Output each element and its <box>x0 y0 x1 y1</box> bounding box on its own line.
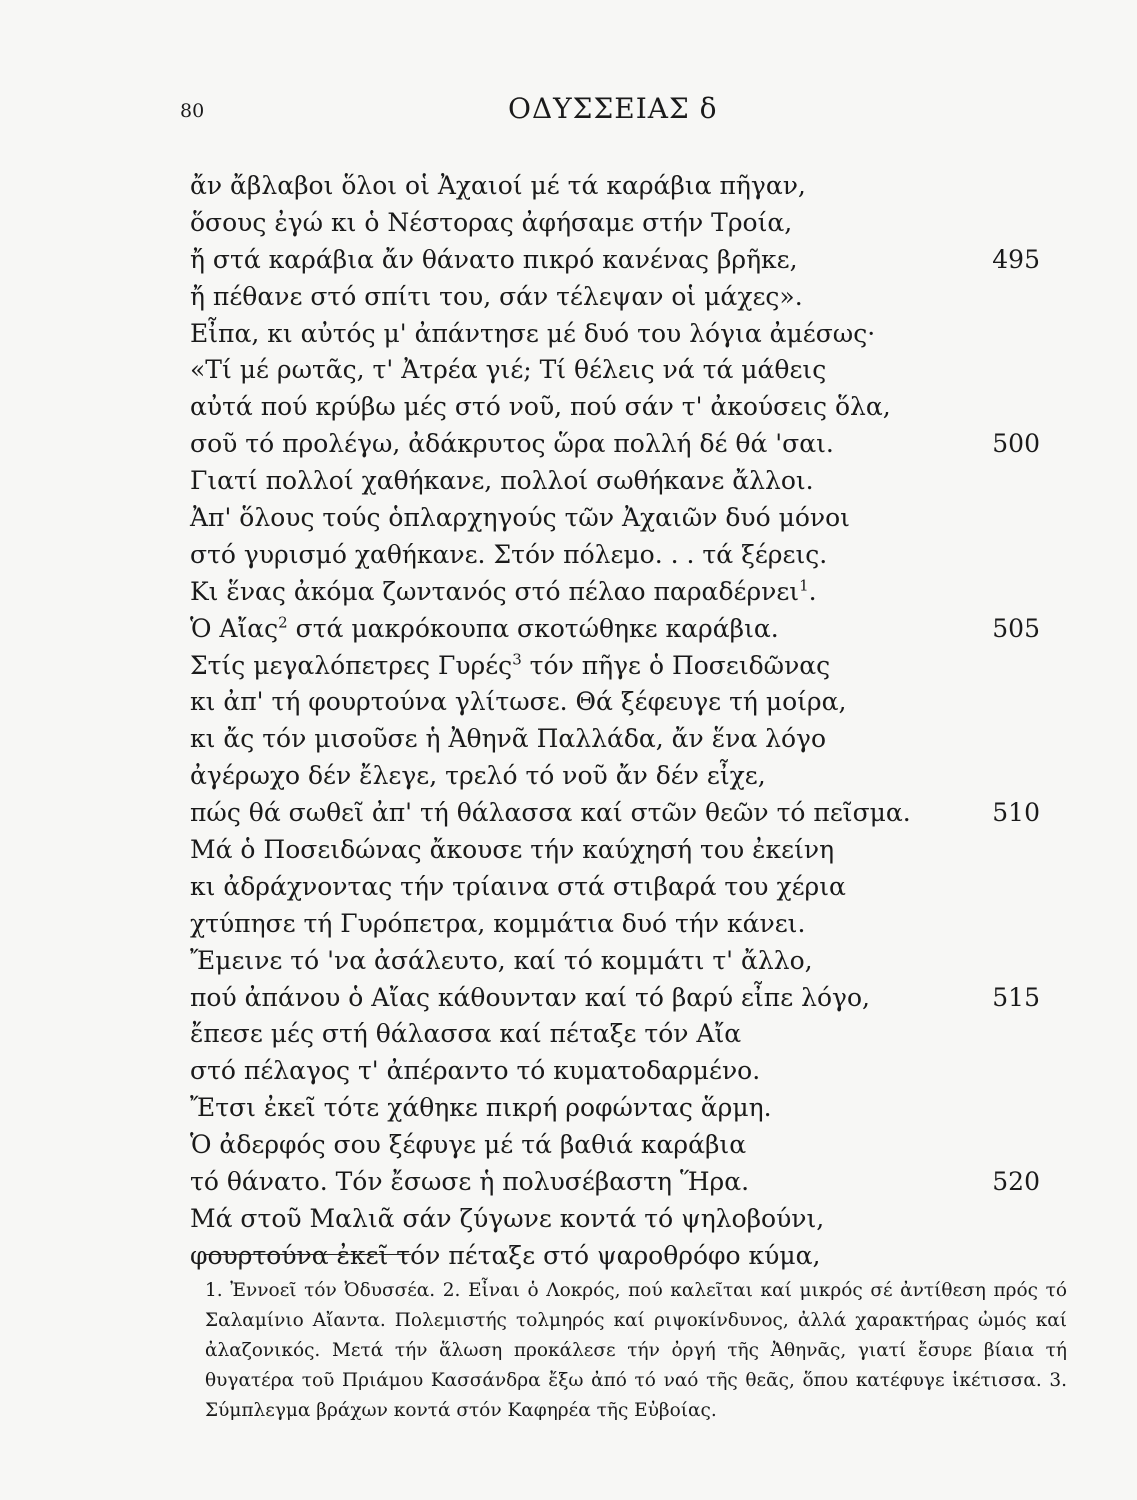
verse-text: ἤ πέθανε στό σπίτι του, σάν τέλεψαν οἱ μάχες». <box>190 281 803 311</box>
verse-line <box>190 758 1050 795</box>
verse-text: κι ἀδράχνοντας τήν τρίαινα στά στιβαρά του χέρια <box>190 871 846 901</box>
verse-text: τό θάνατο. Τόν ἔσωσε ἡ πολυσέβαστη Ἥρα. <box>190 1167 750 1197</box>
verse-line <box>190 869 1050 906</box>
verse-line <box>190 279 1050 316</box>
page-header <box>160 92 1060 132</box>
verse-line <box>190 721 1050 758</box>
verse-text: ὅσους ἐγώ κι ὁ Νέστορας ἀφήσαμε στήν Τροία, <box>190 207 793 237</box>
verse-text: «Τί μέ ρωτᾶς, τ' Ἀτρέα γιέ; Τί θέλεις νά τά μάθεις <box>190 355 827 385</box>
verse-line <box>190 1016 1050 1053</box>
verse-text: Εἶπα, κι αὐτός μ' ἀπάντησε μέ δυό του λόγια ἀμέσως· <box>190 318 876 348</box>
verse-text: κι ἄς τόν μισοῦσε ἡ Ἀθηνᾶ Παλλάδα, ἄν ἕνα λόγο <box>190 724 827 754</box>
verse-text: Γιατί πολλοί χαθήκανε, πολλοί σωθήκανε ἄλλοι. <box>190 466 814 496</box>
verse-text: Στίς μεγαλόπετρες Γυρές$^3$ τόν πῆγε ὁ Ποσειδῶνας <box>190 650 831 680</box>
verse-line <box>190 943 1050 980</box>
verse-line <box>190 389 1050 426</box>
verse-line <box>190 832 1050 869</box>
verse-text: πώς θά σωθεῖ ἀπ' τή θάλασσα καί στῶν θεῶν τό πεῖσμα. <box>190 798 911 828</box>
verse-line <box>190 352 1050 389</box>
verse-number: 505 <box>992 613 1040 643</box>
verse-line <box>190 205 1050 242</box>
verse-text: σοῦ τό προλέγω, ἀδάκρυτος ὥρα πολλή δέ θά 'σαι. <box>190 429 834 459</box>
verse-line <box>190 463 1050 500</box>
footnote-divider <box>205 1254 411 1255</box>
verse-text: Κι ἕνας ἀκόμα ζωντανός στό πέλαο παραδέρνει$^1$. <box>190 576 817 606</box>
page-number: 80 <box>180 100 205 122</box>
verse-text: ἤ στά καράβια ἄν θάνατο πικρό κανένας βρῆκε, <box>190 244 798 274</box>
verse-line <box>190 684 1050 721</box>
verse-text: Ἔμεινε τό 'να ἀσάλευτο, καί τό κομμάτι τ' ἄλλο, <box>190 945 813 975</box>
verse-line <box>190 1201 1050 1238</box>
verse-line <box>190 316 1050 353</box>
verse-text: ἄν ἄβλαβοι ὅλοι οἱ Ἀχαιοί μέ τά καράβια πῆγαν, <box>190 171 806 200</box>
verse-line <box>190 906 1050 943</box>
verse-text: Ὁ Αἴας$^2$ στά μακρόκουπα σκοτώθηκε καράβια. <box>190 613 779 643</box>
verse-line <box>190 500 1050 537</box>
verse-line <box>190 1238 1050 1275</box>
verse-number: 500 <box>992 429 1040 459</box>
verse-text: κι ἀπ' τή φουρτούνα γλίτωσε. Θά ξέφευγε τή μοίρα, <box>190 687 847 717</box>
verse-number: 520 <box>992 1167 1040 1197</box>
verse-text: ἔπεσε μές στή θάλασσα καί πέταξε τόν Αἴα <box>190 1019 742 1049</box>
running-title: ΟΔΥΣΣΕΙΑΣ δ <box>508 92 718 125</box>
verse-text: πού ἀπάνου ὁ Αἴας κάθουνταν καί τό βαρύ εἶπε λόγο, <box>190 982 870 1012</box>
verse-number: 515 <box>992 982 1040 1012</box>
verse-line <box>190 426 1050 463</box>
verse-text: αὐτά πού κρύβω μές στό νοῦ, πού σάν τ' ἀκούσεις ὅλα, <box>190 392 891 422</box>
verse-text: στό πέλαγος τ' ἀπέραντο τό κυματοδαρμένο. <box>190 1056 761 1086</box>
verse-line <box>190 1127 1050 1164</box>
verse-text: Ἀπ' ὅλους τούς ὁπλαρχηγούς τῶν Ἀχαιῶν δυό μόνοι <box>190 503 850 533</box>
verse-line <box>190 242 1050 279</box>
verse-number: 495 <box>992 244 1040 274</box>
verse-text: χτύπησε τή Γυρόπετρα, κομμάτια δυό τήν κάνει. <box>190 908 806 938</box>
verse-line <box>190 648 1050 685</box>
verse-line <box>190 537 1050 574</box>
verse-text: στό γυρισμό χαθήκανε. Στόν πόλεμο. . . τά ξέρεις. <box>190 539 828 569</box>
verse-line <box>190 980 1050 1017</box>
verse-line <box>190 1053 1050 1090</box>
verse-text: Ἔτσι ἐκεῖ τότε χάθηκε πικρή ροφώντας ἅρμη. <box>190 1093 772 1123</box>
verse-line <box>190 611 1050 648</box>
verse-line <box>190 574 1050 611</box>
verse-text: Ὁ ἀδερφός σου ξέφυγε μέ τά βαθιά καράβια <box>190 1130 747 1160</box>
verse-line <box>190 795 1050 832</box>
verse-line <box>190 168 1050 205</box>
verse-line <box>190 1164 1050 1201</box>
footnotes: 1. Ἐννοεῖ τόν Ὀδυσσέα. 2. Εἶναι ὁ Λοκρός, πού καλεῖται καί μικρός σέ ἀντίθεση πρός τό Σαλαμίνιο Αἴαντα. Πολεμιστής τολμηρός καί ριψοκίνδυνος, ἀλλά χαρακτήρας ὠμός καί ἀλαζονικός. Μετά τήν ἅλωση προκάλεσε τήν ὀργή τῆς Ἀθηνᾶς, γιατί ἔσυρε βίαια τή θυγατέρα τοῦ Πριάμου Κασσάνδρα ἔξω ἀπό τό ναό τῆς θεᾶς, ὅπου κατέφυγε ἱκέτισσα. 3. Σύμπλεγμα βράχων κοντά στόν Καφηρέα τῆς Εὐβοίας. <box>205 1280 1067 1421</box>
verse-number: 510 <box>992 798 1040 828</box>
verse-text: φουρτούνα ἐκεῖ τόν πέταξε στό ψαροθρόφο κύμα, <box>190 1240 821 1270</box>
verse-text: Μά ὁ Ποσειδώνας ἄκουσε τήν καύχησή του ἐκείνη <box>190 835 835 865</box>
verse-line <box>190 1090 1050 1127</box>
verse-block <box>190 168 1050 1275</box>
verse-text: ἀγέρωχο δέν ἔλεγε, τρελό τό νοῦ ἄν δέν εἶχε, <box>190 761 766 791</box>
verse-text: Μά στοῦ Μαλιᾶ σάν ζύγωνε κοντά τό ψηλοβούνι, <box>190 1203 825 1233</box>
